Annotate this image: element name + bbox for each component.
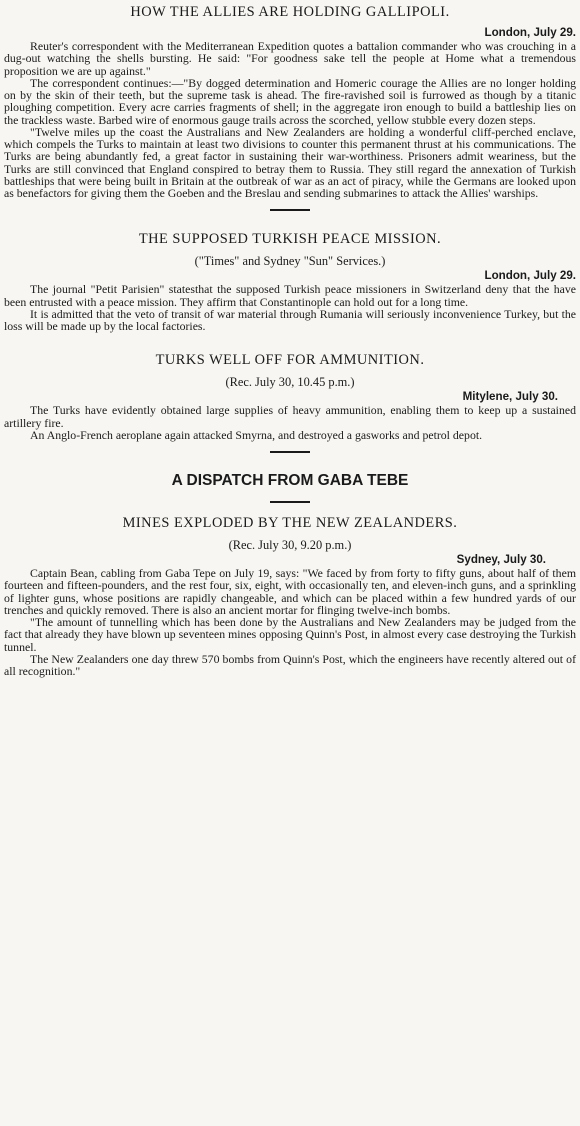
paragraph: "The amount of tunnelling which has been done by the Australians and New Zealanders may be judged from the fact that already they have blown up seventeen mines opposing Quinn's Post, in almost every case destroying the Turkish tunnel. (4, 615, 576, 654)
paragraph: The New Zealanders one day threw 570 bombs from Quinn's Post, which the engineers have recently altered out of all recognition." (4, 651, 576, 678)
paragraph: "Twelve miles up the coast the Australians and New Zealanders are holding a wonderful cliff-perched enclave, which compels the Turks to maintain at least two divisions to counter this permanent thrust at his communications. The Turks are being abundantly fed, a great factor in sustaining their war-worthiness. Prisoners admit weariness, but the Turks are still convinced that England conspired to betray them to Russia. They still regard the annexation of Turkish battleships that were being built in Britain at the outbreak of war as an act of piracy, while the Germans are looked upon as benefactors for giving them the Goeben and the Breslau and sending submarines to attack the Allies' warships. (4, 124, 576, 200)
headline-gallipoli: HOW THE ALLIES ARE HOLDING GALLIPOLI. (130, 4, 450, 20)
paragraph: The Turks have evidently obtained large supplies of heavy ammunition, enabling them to keep up a sustained artillery fire. (4, 403, 576, 430)
headline-gaba-tebe: A DISPATCH FROM GABA TEBE (171, 472, 409, 489)
article-peace-mission (4, 229, 576, 332)
headline-mines: MINES EXPLODED BY THE NEW ZEALANDERS. (122, 515, 458, 531)
received-time: (Rec. July 30, 9.20 p.m.) (228, 538, 352, 552)
article-gaba-tebe (4, 471, 576, 491)
paragraph: An Anglo-French aeroplane again attacked Smyrna, and destroyed a gasworks and petrol depot. (30, 427, 483, 442)
received-time: (Rec. July 30, 10.45 p.m.) (225, 375, 355, 390)
paragraph: The journal "Petit Parisien" statesthat the supposed Turkish peace missioners in Switzerland deny that the have been entrusted with a peace mission. They affirm that Constantinople can hold out for a long time. (4, 282, 576, 309)
dateline-mines: Sydney, July 30. (456, 553, 546, 566)
headline-peace-mission: THE SUPPOSED TURKISH PEACE MISSION. (138, 231, 442, 248)
dateline-gallipoli: London, July 29. (484, 26, 576, 39)
paragraph: Captain Bean, cabling from Gaba Tepe on July 19, says: "We faced by from forty to fifty guns, about half of them fourteen and fifteen-pounders, and the rest four, six, eight, with occasionally ten, and eleven-inch guns, and a sprinkling of lighter guns, whose positions are rapidly changeable, and which can be placed within a few hundred yards of our trenches and quickly removed. There is also an ancient mortar for flinging twelve-inch bombs. (4, 566, 576, 617)
article-gallipoli (4, 0, 576, 199)
dateline-ammunition: Mitylene, July 30. (462, 390, 558, 404)
headline-ammunition: TURKS WELL OFF FOR AMMUNITION. (155, 352, 425, 369)
dateline-peace-mission: London, July 29. (484, 269, 576, 283)
article-mines (4, 513, 576, 677)
paragraph: The correspondent continues:—"By dogged determination and Homeric courage the Allies are no longer holding on by the skin of their teeth, but the supreme task is ahead. The fire-ravished soil is furrowed as though by a titanic ploughing competition. Every acre carries fragments of shell; in the aggregate iron enough to build a battleship lies on the trackless waste. Barbed wire of enormous gauge trails across the scorched, yellow stubble every dozen steps. (4, 75, 576, 127)
article-ammunition (4, 350, 576, 441)
paragraph: Reuter's correspondent with the Mediterranean Expedition quotes a battalion commander who was crouching in a dug-out watching the shells bursting. He said: "For goodness sake tell the people at Home what a tremendous proposition we are up against." (4, 39, 576, 78)
paragraph: It is admitted that the veto of transit of war material through Rumania will seriously inconvenience Turkey, but the loss will be made up by the local factories. (4, 306, 576, 333)
service-credit: ("Times" and Sydney "Sun" Services.) (194, 254, 386, 269)
